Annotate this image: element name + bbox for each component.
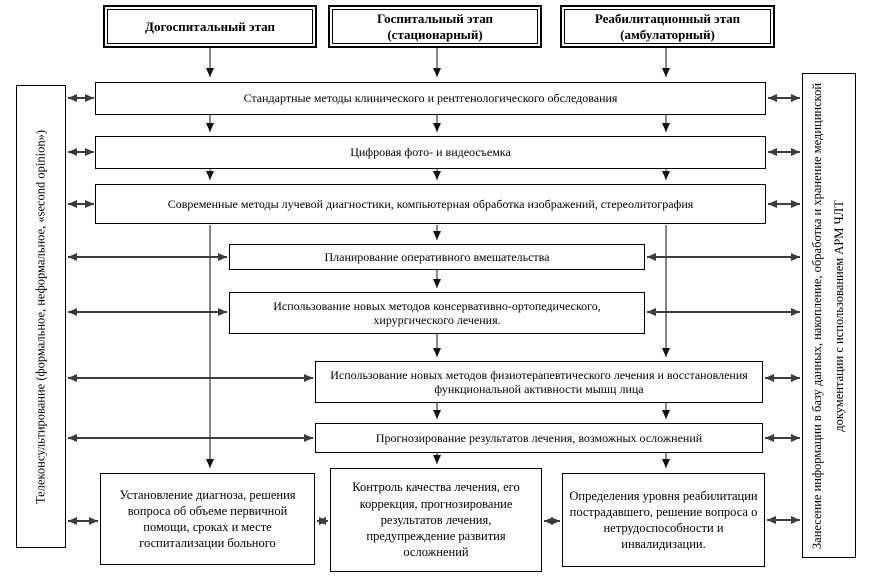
- stage-label-prehospital: Догоспитальный этап: [107, 9, 313, 44]
- stage-box-prehospital: [103, 5, 317, 48]
- outcome-diagnosis: Установление диагноза, решения вопроса об объеме первичной помощи, сроках и месте госпитализации больного: [100, 473, 315, 565]
- stage-box-hospital: [328, 5, 542, 48]
- outcome-rehabilitation-level: Определения уровня реабилитации пострадавшего, решение вопроса о нетрудоспособности и инвалидизации.: [562, 473, 765, 567]
- panel-teleconsulting-label: Телеконсультирование (формальное, неформальное, «second opinion»): [33, 129, 48, 504]
- node-radiology-methods: Современные методы лучевой диагностики, компьютерная обработка изображений, стереолитография: [95, 184, 766, 224]
- node-surgery-planning: Планирование оперативного вмешательства: [229, 244, 645, 270]
- node-conservative-surgical-treatment: Использование новых методов консервативно-ортопедического, хирургического лечения.: [229, 292, 645, 334]
- node-standard-examination: Стандартные методы клинического и рентгенологического обследования: [95, 82, 766, 115]
- panel-database-label: Занесение информации в базу данных, накопление, обработка и хранение медицинской документации с использованием АРМ ЧЛТ: [810, 82, 846, 549]
- outcome-quality-control: Контроль качества лечения, его коррекция, прогнозирование результатов лечения, предупреждение развития осложнений: [330, 468, 542, 572]
- panel-database: [802, 73, 856, 558]
- stage-label-rehabilitation: Реабилитационный этап (амбулаторный): [564, 9, 771, 44]
- node-prognosis: Прогнозирование результатов лечения, возможных осложнений: [315, 423, 763, 453]
- node-physiotherapy: Использование новых методов физиотерапевтического лечения и восстановления функциональной активности мышц лица: [315, 361, 763, 403]
- panel-teleconsulting: [16, 85, 66, 548]
- stage-label-hospital: Госпитальный этап (стационарный): [332, 9, 538, 44]
- stage-box-rehabilitation: [560, 5, 775, 48]
- node-photo-video: Цифровая фото- и видеосъемка: [95, 136, 766, 169]
